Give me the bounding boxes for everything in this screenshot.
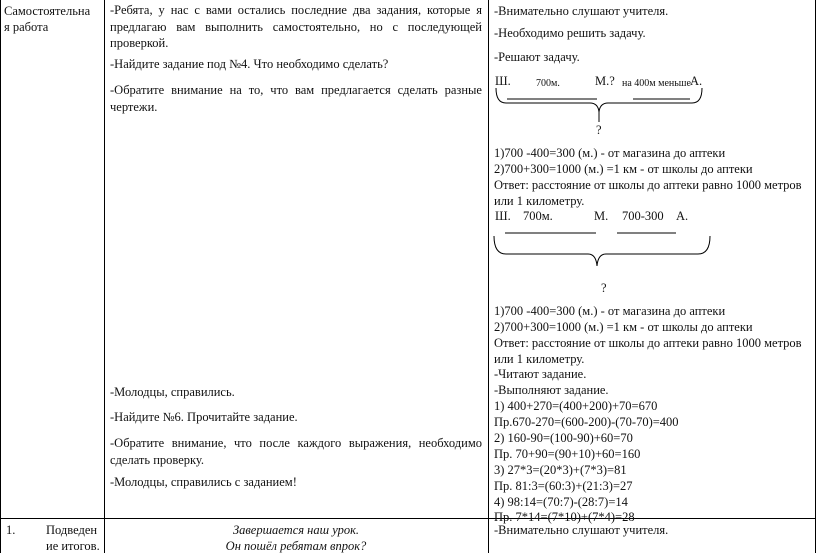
student-listen: -Внимательно слушают учителя. bbox=[494, 4, 669, 18]
student-listen-final: -Внимательно слушают учителя. bbox=[494, 523, 669, 537]
diagram2-pharmacy: А. bbox=[676, 209, 689, 223]
solution1-answer-cont: или 1 километру. bbox=[494, 194, 585, 208]
diagram2-diff: 700-300 bbox=[622, 209, 664, 223]
check-2: Пр. 70+90=(90+10)+60=160 bbox=[494, 447, 641, 461]
diagram1-distance: 700м. bbox=[536, 78, 560, 89]
diagram2-brace bbox=[494, 236, 710, 266]
diagram1-pharmacy: А. bbox=[690, 74, 703, 88]
stage-number: 1. bbox=[6, 523, 16, 537]
diagram1-school: Ш. bbox=[495, 74, 511, 88]
stage-summary-line1: Подведен bbox=[46, 523, 98, 537]
teacher-drawings-note: -Обратите внимание на то, что вам предлагается сделать разные чертежи. bbox=[110, 83, 482, 114]
student-need-solve: -Необходимо решить задачу. bbox=[494, 26, 646, 40]
diagram2-shop: М. bbox=[594, 209, 609, 223]
check-1: Пр.670-270=(600-200)-(70-70)=400 bbox=[494, 415, 679, 429]
solution2-answer: Ответ: расстояние от школы до аптеки равно 1000 метров bbox=[494, 336, 802, 350]
diagram1-less-note: на 400м меньше bbox=[622, 78, 691, 89]
solution1-step1: 1)700 -400=300 (м.) - от магазина до аптеки bbox=[494, 146, 726, 160]
solution2-answer-cont: или 1 километру. bbox=[494, 352, 585, 366]
expression-3: 3) 27*3=(20*3)+(7*3)=81 bbox=[494, 463, 627, 477]
teacher-task6: -Найдите №6. Прочитайте задание. bbox=[110, 410, 298, 424]
diagram2-distance: 700м. bbox=[523, 209, 553, 223]
diagram1-brace bbox=[496, 88, 702, 112]
diagram2-school: Ш. bbox=[495, 209, 511, 223]
solution1-step2: 2)700+300=1000 (м.) =1 км - от школы до аптеки bbox=[494, 162, 753, 176]
teacher-task4: -Найдите задание под №4. Что необходимо сделать? bbox=[110, 57, 389, 71]
stage-independent-work: Самостоятельна я работа bbox=[4, 4, 91, 34]
teacher-check-note: -Обратите внимание, что после каждого выражения, необходимо сделать проверку. bbox=[110, 436, 482, 467]
expression-4: 4) 98:14=(70:7)-(28:7)=14 bbox=[494, 495, 628, 509]
diagram1-shop: М.? bbox=[595, 74, 615, 88]
closing-line1: Завершается наш урок. bbox=[232, 523, 360, 537]
teacher-praise2: -Молодцы, справились с заданием! bbox=[110, 475, 297, 489]
teacher-intro: -Ребята, у нас с вами остались последние два задания, которые я предлагаю вам выполнить самостоятельно, но с последующей проверкой. bbox=[110, 3, 482, 50]
student-do: -Выполняют задание. bbox=[494, 383, 609, 397]
expression-2: 2) 160-90=(100-90)+60=70 bbox=[494, 431, 633, 445]
check-4: Пр. 7*14=(7*10)+(7*4)=28 bbox=[494, 510, 635, 524]
diagram2-question: ? bbox=[601, 281, 607, 295]
stage-summary-line2: ие итогов. bbox=[46, 539, 100, 553]
solution1-answer: Ответ: расстояние от школы до аптеки равно 1000 метров bbox=[494, 178, 802, 192]
diagram1-question: ? bbox=[596, 123, 602, 137]
check-3: Пр. 81:3=(60:3)+(21:3)=27 bbox=[494, 479, 633, 493]
student-solving: -Решают задачу. bbox=[494, 50, 580, 64]
expression-1: 1) 400+270=(400+200)+70=670 bbox=[494, 399, 658, 413]
solution2-step1: 1)700 -400=300 (м.) - от магазина до аптеки bbox=[494, 304, 726, 318]
student-read: -Читают задание. bbox=[494, 367, 587, 381]
solution2-step2: 2)700+300=1000 (м.) =1 км - от школы до аптеки bbox=[494, 320, 753, 334]
closing-line2: Он пошёл ребятам впрок? bbox=[225, 539, 367, 553]
teacher-praise1: -Молодцы, справились. bbox=[110, 385, 235, 399]
